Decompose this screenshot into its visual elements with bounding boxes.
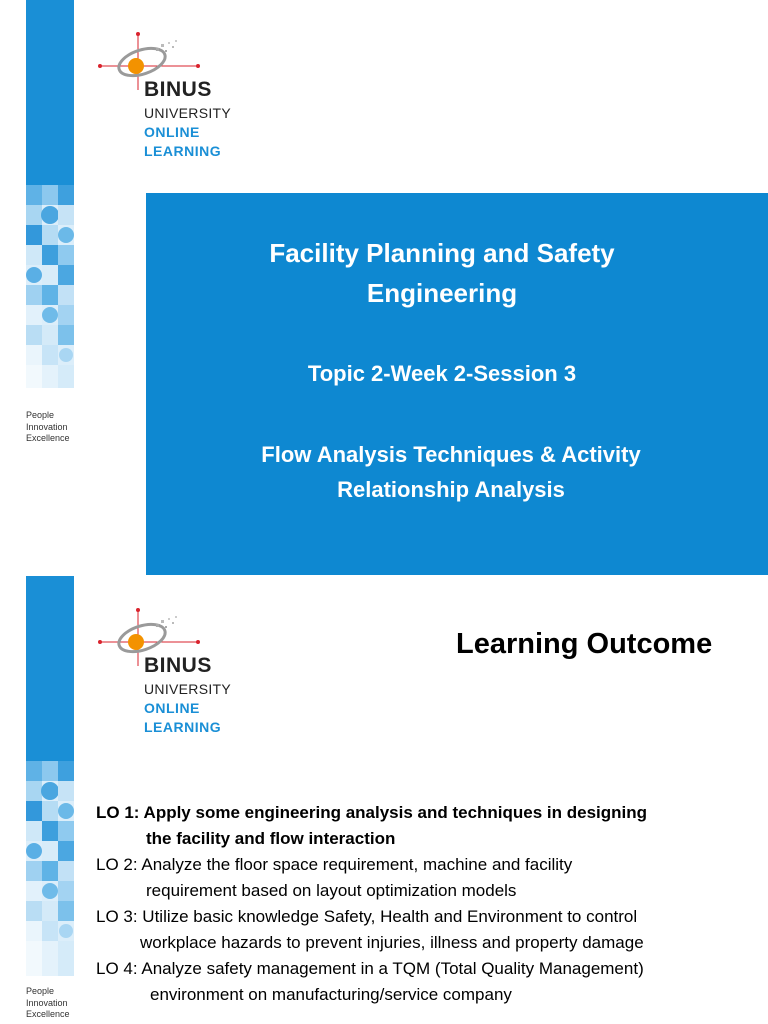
learning-outcome-item: LO 2: Analyze the floor space requirement, machine and facility requirement based on layout optimization models xyxy=(96,855,573,900)
mosaic-pattern xyxy=(26,761,74,976)
logo-binus-text: BINUS xyxy=(144,78,212,101)
decorative-strip xyxy=(26,576,74,976)
title-panel xyxy=(146,193,768,575)
binus-logo xyxy=(98,606,258,736)
binus-logo xyxy=(98,30,258,160)
slide-learning-outcome xyxy=(0,576,768,1024)
session-subtitle: Flow Analysis Techniques & Activity Relationship Analysis xyxy=(261,442,641,502)
decorative-strip xyxy=(26,0,74,388)
tagline: People Innovation Excellence xyxy=(26,410,70,443)
tagline: People Innovation Excellence xyxy=(26,986,70,1019)
slide-heading: Learning Outcome xyxy=(456,628,713,660)
logo-online-text: ONLINE xyxy=(144,700,200,716)
logo-binus-text: BINUS xyxy=(144,654,212,677)
learning-outcome-list xyxy=(96,800,756,1008)
learning-outcome-item: LO 3: Utilize basic knowledge Safety, Health and Environment to control workplace hazards to prevent injuries, illness and property damage xyxy=(96,907,644,952)
learning-outcome-item: LO 4: Analyze safety management in a TQM (Total Quality Management) environment on manufacturing/service company xyxy=(96,959,644,1004)
logo-learning-text: LEARNING xyxy=(144,719,222,735)
mosaic-pattern xyxy=(26,185,74,388)
logo-university-text: UNIVERSITY xyxy=(144,681,232,697)
session-topic: Topic 2-Week 2-Session 3 xyxy=(307,361,577,386)
learning-outcome-item: LO 1: Apply some engineering analysis and techniques in designing the facility and flow interaction xyxy=(96,803,648,848)
course-title: Facility Planning and Safety Engineering xyxy=(269,238,615,308)
logo-online-text: ONLINE xyxy=(144,124,200,140)
logo-learning-text: LEARNING xyxy=(144,143,222,159)
logo-university-text: UNIVERSITY xyxy=(144,105,232,121)
